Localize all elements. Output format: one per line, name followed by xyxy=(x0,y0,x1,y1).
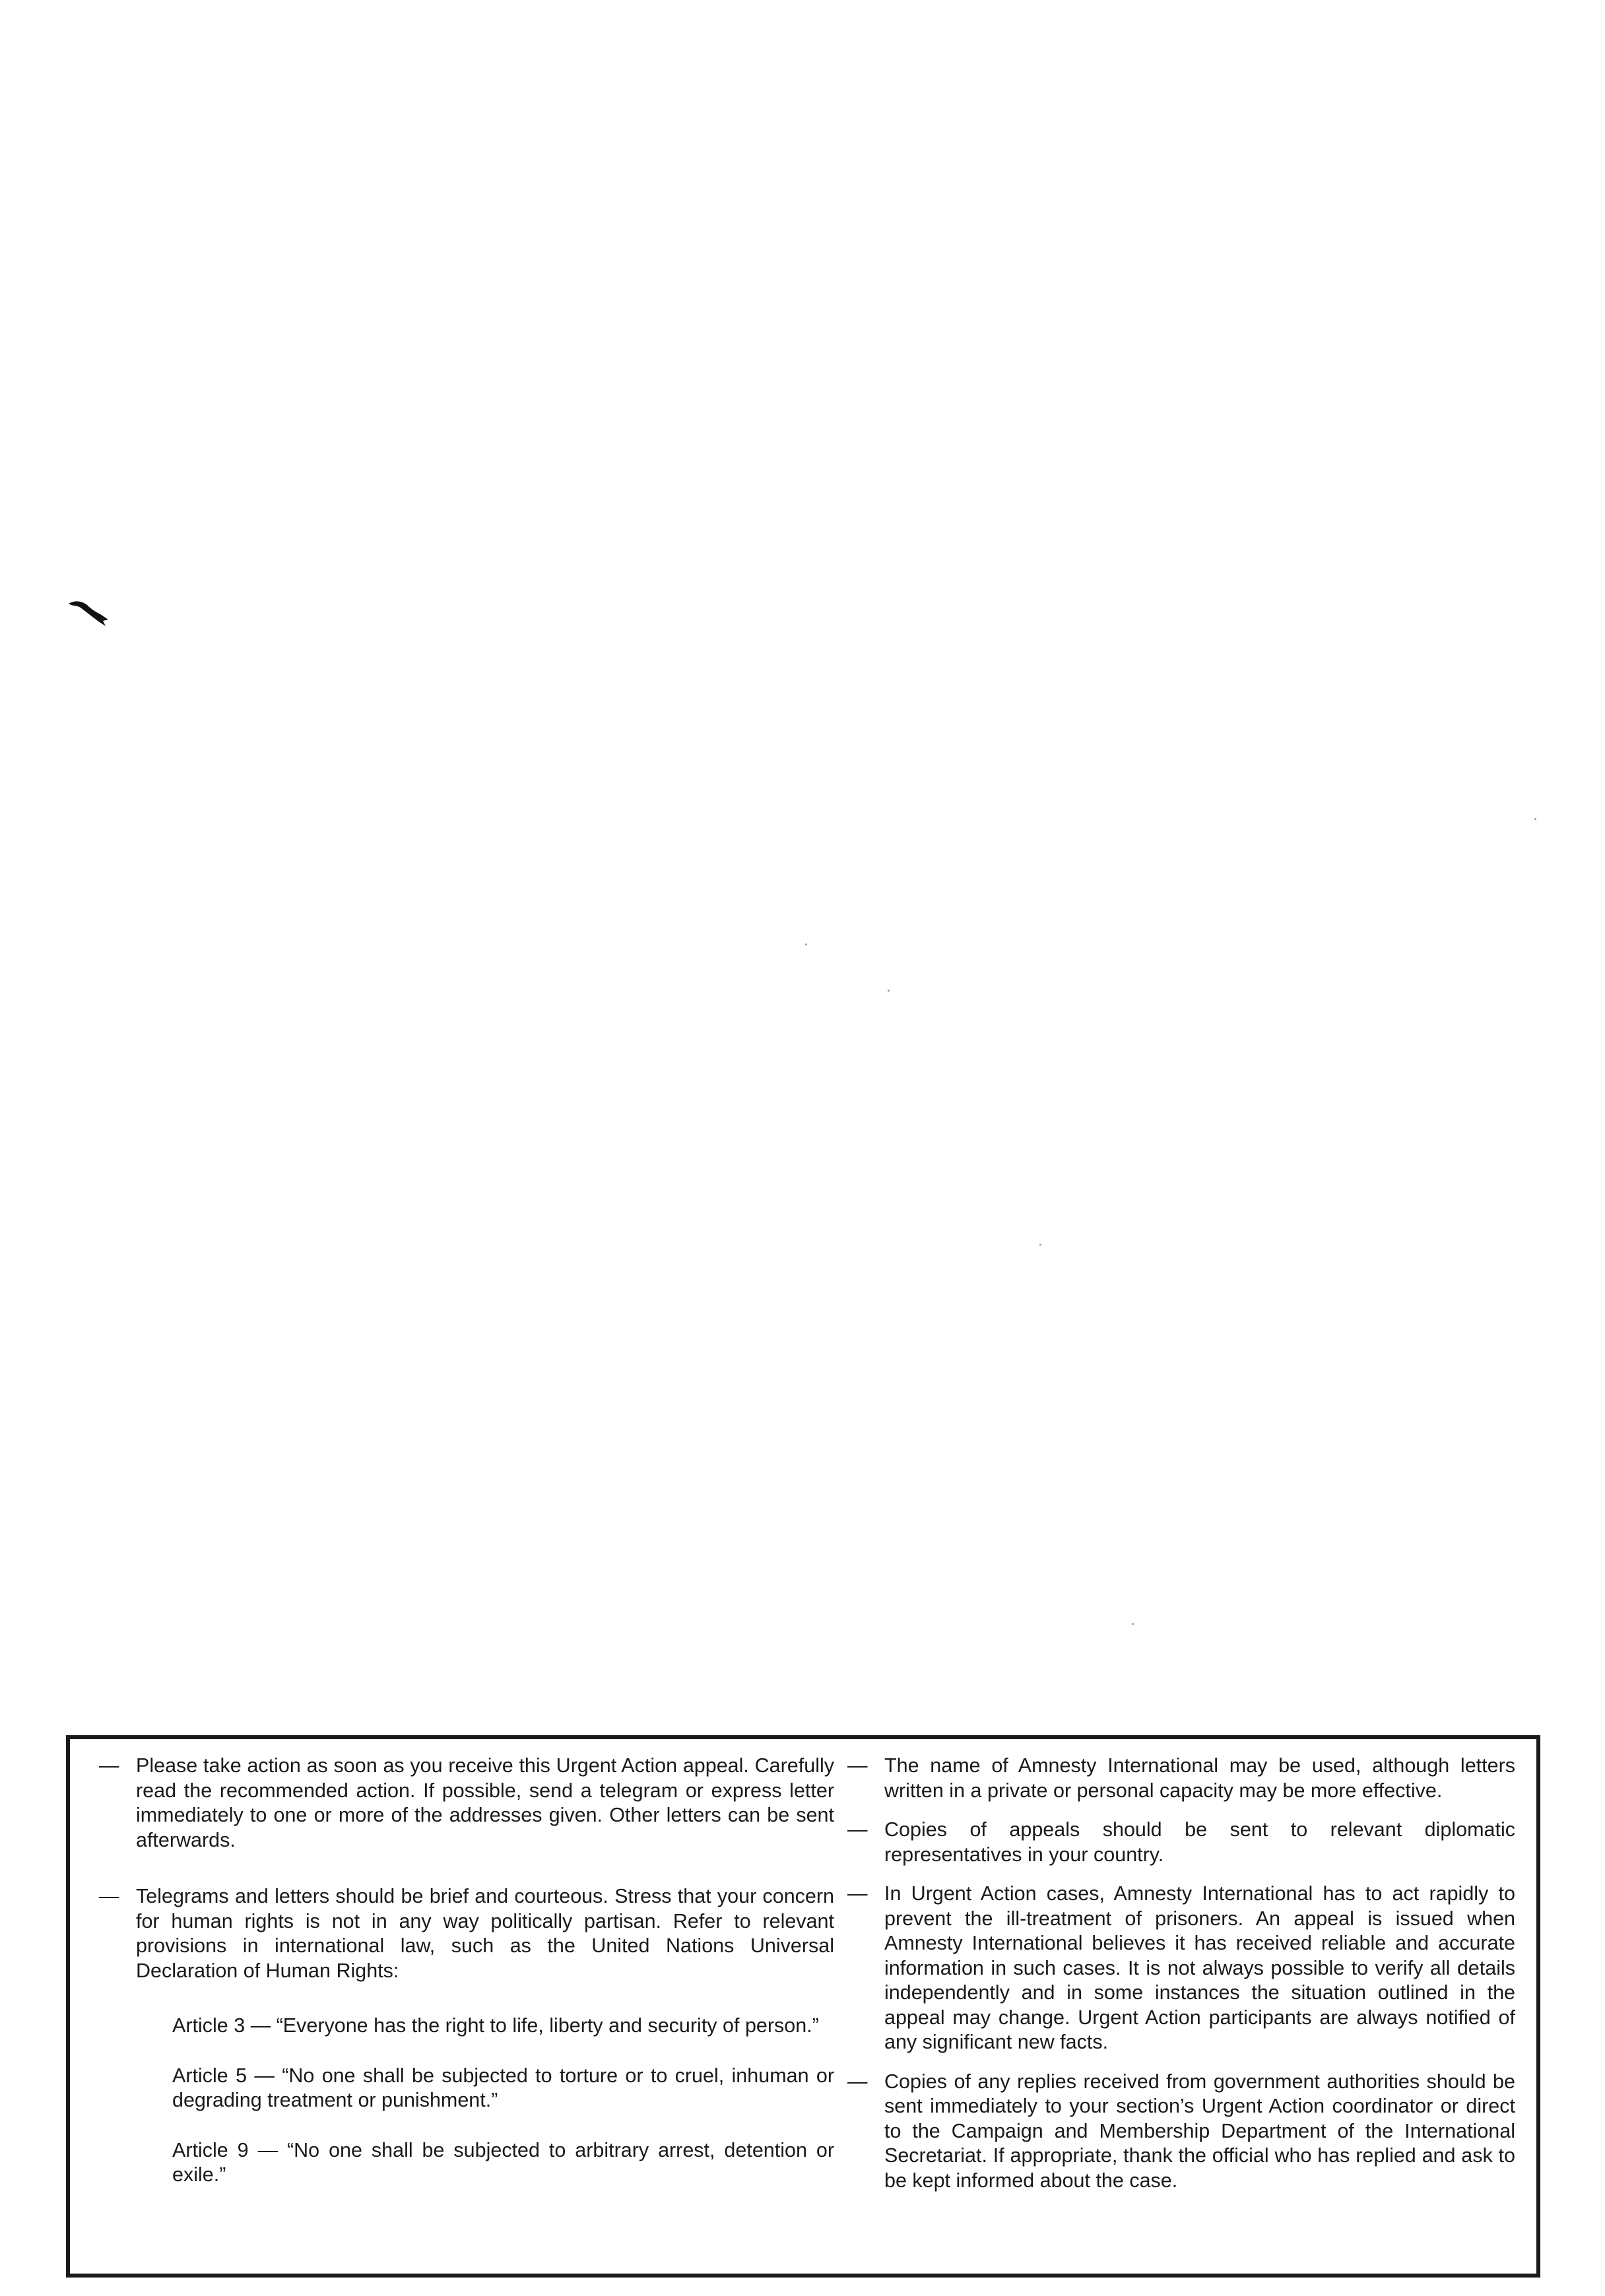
dash-bullet: — xyxy=(847,1882,868,1905)
instruction-item xyxy=(99,1884,834,1983)
scan-speck xyxy=(805,943,807,945)
scan-speck xyxy=(1039,1244,1041,1246)
instruction-item xyxy=(847,2070,1515,2194)
instruction-item xyxy=(847,1882,1515,2055)
dash-bullet: — xyxy=(99,1754,119,1777)
article-quote: Article 5 — “No one shall be subjected to torture or to cruel, inhuman or degrading treatment or punishment.” xyxy=(172,2064,834,2111)
scan-speck xyxy=(1534,818,1536,820)
dash-bullet: — xyxy=(847,2070,868,2093)
article-quote: Article 3 — “Everyone has the right to life, liberty and security of person.” xyxy=(172,2014,819,2037)
instruction-item xyxy=(847,1818,1515,1867)
right-column xyxy=(847,1754,1515,2193)
dash-bullet: — xyxy=(99,1885,119,1907)
ink-mark-icon xyxy=(66,597,111,627)
instruction-text: In Urgent Action cases, Amnesty International has to act rapidly to prevent the ill-treatment of prisoners. An appeal is issued when Amnesty International believes it has received reliable and accurate information in such cases. It is not always possible to verify all details independently and in some instances the situation outlined in the appeal may change. Urgent Action participants are always notified of any significant new facts. xyxy=(884,1882,1515,2053)
scan-speck xyxy=(888,990,890,992)
dash-bullet: — xyxy=(847,1818,868,1841)
urgent-action-instructions-box xyxy=(66,1735,1540,2278)
instruction-text: Copies of appeals should be sent to relevant diplomatic representatives in your country. xyxy=(884,1818,1515,1866)
instruction-item xyxy=(847,1754,1515,1803)
article-quote: Article 9 — “No one shall be subjected to arbitrary arrest, detention or exile.” xyxy=(172,2138,834,2186)
left-column xyxy=(99,1754,834,2188)
instruction-item xyxy=(99,1754,834,1853)
instruction-text: Telegrams and letters should be brief and courteous. Stress that your concern for human rights is not in any way politically partisan. Refer to relevant provisions in international law, such as the United Nations Universal Declaration of Human Rights: xyxy=(136,1885,834,1982)
instruction-text: Copies of any replies received from government authorities should be sent immediately to your section’s Urgent Action coordinator or direct to the Campaign and Membership Department of the International Secretariat. If appropriate, thank the official who has replied and ask to be kept informed about the case. xyxy=(884,2070,1515,2192)
dash-bullet: — xyxy=(847,1754,868,1777)
instruction-text: The name of Amnesty International may be used, although letters written in a private or personal capacity may be more effective. xyxy=(884,1754,1515,1802)
scan-speck xyxy=(1132,1623,1134,1625)
instruction-text: Please take action as soon as you receive this Urgent Action appeal. Carefully read the recommended action. If possible, send a telegram or express letter immediately to one or more of the addresses given. Other letters can be sent afterwards. xyxy=(136,1754,834,1851)
